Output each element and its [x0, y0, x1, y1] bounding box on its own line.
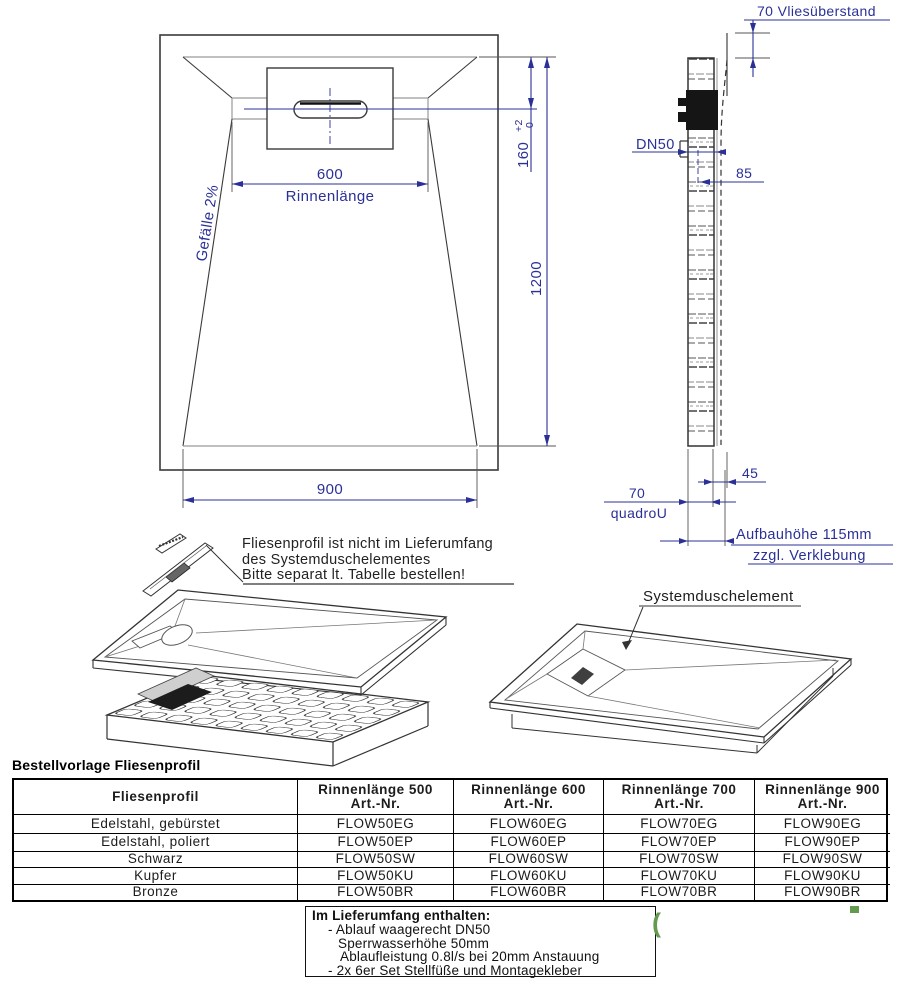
fleece-membrane	[721, 60, 727, 445]
assembled-view-drawing	[450, 575, 904, 775]
side-view-drawing	[560, 0, 904, 580]
assembled-label: Systemduschelement	[643, 588, 794, 605]
article-cell: FLOW70EP	[604, 834, 755, 852]
article-cell: FLOW90EG	[755, 815, 890, 834]
slope-line-left	[183, 119, 232, 446]
included-item: - 2x 6er Set Stellfüße und Montagekleber	[328, 963, 583, 979]
article-cell: FLOW50SW	[298, 852, 454, 868]
article-cell: FLOW90EP	[755, 834, 890, 852]
slope-label: Gefälle 2%	[193, 183, 223, 263]
column-header-line: Art.-Nr.	[503, 796, 554, 811]
article-cell: FLOW70KU	[604, 868, 755, 885]
base-layer	[107, 668, 428, 766]
tile-profile-part	[143, 534, 213, 596]
dim-160-label: 160	[515, 141, 532, 168]
dim-1200-label: 1200	[528, 261, 545, 296]
dim-85-label: 85	[736, 165, 753, 181]
article-cell: FLOW70SW	[604, 852, 755, 868]
build-height-label2: zzgl. Verklebung	[753, 548, 866, 564]
profile-name-cell: Edelstahl, gebürstet	[14, 815, 298, 834]
dim-45-label: 45	[742, 465, 759, 481]
channel-label: Rinnenlänge	[285, 188, 375, 205]
assembled-element	[490, 624, 851, 753]
article-cell: FLOW50KU	[298, 868, 454, 885]
slope-line-right	[428, 119, 477, 446]
green-square-mark	[850, 906, 859, 913]
column-header-line: Rinnenlänge 900	[765, 781, 880, 797]
article-cell: FLOW70EG	[604, 815, 755, 834]
top-view-drawing	[0, 0, 600, 522]
drain-assembly	[686, 90, 718, 130]
dim-70-label: 70	[628, 485, 646, 501]
dim-900-label: 900	[316, 481, 344, 498]
column-header-line: Rinnenlänge 600	[471, 781, 586, 797]
profile-name-cell: Kupfer	[14, 868, 298, 885]
article-cell: FLOW60KU	[454, 868, 604, 885]
column-header-line: Art.-Nr.	[797, 796, 848, 811]
column-header-line: Rinnenlänge 500	[318, 781, 433, 797]
profile-name-cell: Schwarz	[14, 852, 298, 868]
note-line-1: Fliesenprofil ist nicht im Lieferumfang	[242, 536, 494, 552]
included-item: Sperrwasserhöhe 50mm	[338, 935, 490, 951]
article-cell: FLOW60EP	[454, 834, 604, 852]
order-table	[12, 778, 888, 902]
quadrou-label: quadroU	[610, 505, 668, 521]
tolerance-zero: 0	[524, 121, 536, 128]
tray-layer	[93, 590, 446, 695]
column-header-500	[298, 780, 454, 815]
tolerance-plus: +2	[513, 119, 525, 132]
order-table-title: Bestellvorlage Fliesenprofil	[12, 757, 201, 773]
dim-600-label: 600	[316, 166, 344, 183]
fleece-label: 70 Vliesüberstand	[757, 3, 876, 19]
profile-name-cell: Edelstahl, poliert	[14, 834, 298, 852]
column-header-600	[454, 780, 604, 815]
article-cell: FLOW60EG	[454, 815, 604, 834]
article-cell: FLOW50BR	[298, 885, 454, 900]
included-item: - Ablauf waagerecht DN50	[328, 921, 491, 937]
column-header-700	[604, 780, 755, 815]
included-box-title: Im Lieferumfang enthalten:	[312, 908, 491, 923]
included-item: Ablaufleistung 0.8l/s bei 20mm Anstauung	[340, 949, 600, 965]
profile-name-cell: Bronze	[14, 885, 298, 900]
column-header-line: Rinnenlänge 700	[621, 781, 737, 797]
article-cell: FLOW70BR	[604, 885, 755, 900]
column-header-profile: Fliesenprofil	[14, 780, 298, 815]
article-cell: FLOW90KU	[755, 868, 890, 885]
article-cell: FLOW60SW	[454, 852, 604, 868]
column-header-900	[755, 780, 890, 815]
column-header-line: Art.-Nr.	[654, 796, 704, 811]
note-line-3: Bitte separat lt. Tabelle bestellen!	[242, 567, 466, 583]
article-cell: FLOW60BR	[454, 885, 604, 900]
column-header-line: Art.-Nr.	[350, 796, 401, 811]
article-cell: FLOW50EG	[298, 815, 454, 834]
dn50-label: DN50	[636, 137, 675, 153]
build-height-label: Aufbauhöhe 115mm	[736, 527, 872, 543]
article-cell: FLOW50EP	[298, 834, 454, 852]
note-line-2: des Systemduschelementes	[242, 551, 431, 568]
green-paren-mark: (	[652, 908, 661, 938]
article-cell: FLOW90SW	[755, 852, 890, 868]
note-leader-line	[206, 545, 243, 582]
included-box	[305, 906, 656, 977]
article-cell: FLOW90BR	[784, 885, 861, 900]
